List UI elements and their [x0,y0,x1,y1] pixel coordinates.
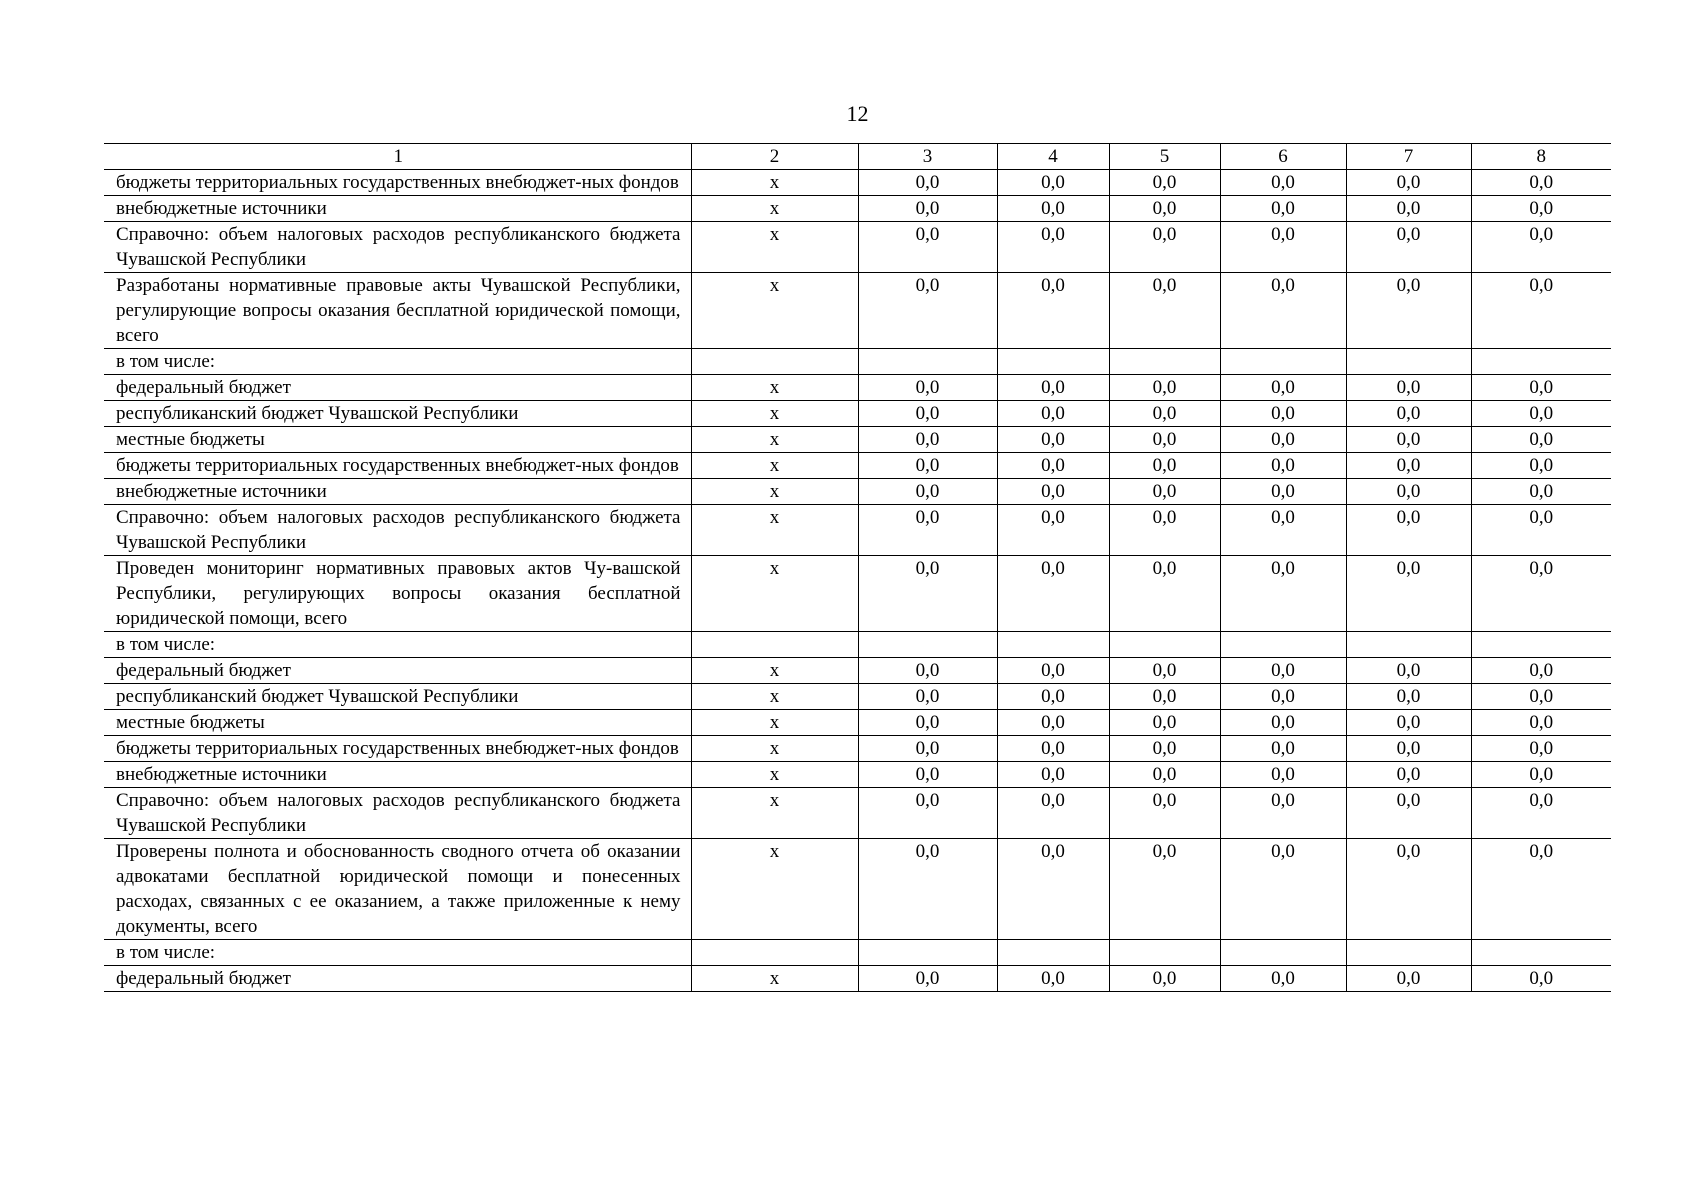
row-code-cell: x [691,788,858,839]
table-row [104,839,1611,940]
row-label: в том числе: [104,349,691,375]
row-value-cell: 0,0 [997,401,1109,427]
row-value-cell: 0,0 [997,375,1109,401]
row-value-cell: 0,0 [1471,273,1611,349]
row-value-cell: 0,0 [858,222,997,273]
row-code-cell: x [691,273,858,349]
column-number: 3 [858,144,997,170]
row-value-cell: 0,0 [858,556,997,632]
row-value-cell: 0,0 [997,762,1109,788]
column-number: 8 [1471,144,1611,170]
row-label: внебюджетные источники [104,762,691,788]
row-label: Справочно: объем налоговых расходов республиканского бюджета Чувашской Республики [104,222,691,273]
budget-table [104,143,1611,992]
table-row [104,556,1611,632]
row-code-cell: x [691,222,858,273]
row-value-cell: 0,0 [1346,684,1471,710]
row-value-cell: 0,0 [1220,273,1346,349]
row-value-cell: 0,0 [1346,966,1471,992]
row-value-cell: 0,0 [1109,401,1220,427]
row-value-cell: 0,0 [1220,222,1346,273]
row-value-cell [1109,349,1220,375]
row-value-cell: 0,0 [1220,710,1346,736]
row-code-cell: x [691,375,858,401]
row-value-cell: 0,0 [858,170,997,196]
row-value-cell: 0,0 [1109,196,1220,222]
row-value-cell: 0,0 [997,966,1109,992]
row-value-cell: 0,0 [858,684,997,710]
row-value-cell [1220,349,1346,375]
row-value-cell [997,632,1109,658]
row-label: в том числе: [104,632,691,658]
row-code-cell: x [691,453,858,479]
row-value-cell [858,632,997,658]
row-value-cell: 0,0 [1346,658,1471,684]
row-value-cell: 0,0 [858,505,997,556]
row-label: в том числе: [104,940,691,966]
row-value-cell [1109,632,1220,658]
row-value-cell: 0,0 [1471,762,1611,788]
row-value-cell: 0,0 [1346,788,1471,839]
row-value-cell [1471,940,1611,966]
row-value-cell: 0,0 [1471,736,1611,762]
row-value-cell: 0,0 [858,966,997,992]
row-value-cell: 0,0 [858,710,997,736]
table-row [104,401,1611,427]
row-value-cell: 0,0 [997,427,1109,453]
row-value-cell [1471,349,1611,375]
table-row [104,632,1611,658]
row-label: Проверены полнота и обоснованность сводного отчета об оказании адвокатами бесплатной юридической помощи и понесенных расходах, связанных с ее оказанием, а также приложенные к нему документы, всего [104,839,691,940]
row-value-cell: 0,0 [1346,453,1471,479]
budget-table-body [104,144,1611,992]
row-value-cell: 0,0 [1220,839,1346,940]
row-value-cell [858,349,997,375]
row-value-cell: 0,0 [1220,556,1346,632]
row-label: Проведен мониторинг нормативных правовых актов Чу-вашской Республики, регулирующих вопросы оказания бесплатной юридической помощи, всего [104,556,691,632]
row-value-cell [858,940,997,966]
column-number: 6 [1220,144,1346,170]
row-value-cell: 0,0 [1109,966,1220,992]
table-row [104,427,1611,453]
table-row [104,658,1611,684]
row-value-cell: 0,0 [1471,170,1611,196]
row-code-cell: x [691,839,858,940]
row-value-cell: 0,0 [1471,222,1611,273]
row-value-cell: 0,0 [1220,658,1346,684]
row-value-cell: 0,0 [1346,710,1471,736]
row-value-cell: 0,0 [1220,684,1346,710]
row-value-cell: 0,0 [1220,736,1346,762]
row-value-cell: 0,0 [997,196,1109,222]
row-value-cell: 0,0 [1346,762,1471,788]
row-value-cell: 0,0 [1109,375,1220,401]
page-number: 12 [846,101,869,126]
row-value-cell [1471,632,1611,658]
row-label: Справочно: объем налоговых расходов республиканского бюджета Чувашской Республики [104,505,691,556]
table-row [104,736,1611,762]
row-value-cell [997,940,1109,966]
row-label: бюджеты территориальных государственных внебюджет-ных фондов [104,736,691,762]
row-value-cell: 0,0 [1471,710,1611,736]
row-value-cell: 0,0 [997,839,1109,940]
row-value-cell: 0,0 [1109,684,1220,710]
column-number: 1 [104,144,691,170]
table-row [104,349,1611,375]
row-value-cell: 0,0 [1220,453,1346,479]
row-value-cell: 0,0 [1346,839,1471,940]
table-row [104,273,1611,349]
row-code-cell [691,349,858,375]
row-value-cell: 0,0 [1109,427,1220,453]
row-code-cell: x [691,710,858,736]
row-value-cell: 0,0 [1220,788,1346,839]
row-value-cell: 0,0 [1109,762,1220,788]
row-value-cell: 0,0 [1346,736,1471,762]
row-value-cell: 0,0 [858,736,997,762]
row-value-cell: 0,0 [858,762,997,788]
row-value-cell: 0,0 [1471,453,1611,479]
column-number: 7 [1346,144,1471,170]
row-value-cell: 0,0 [1220,966,1346,992]
row-value-cell: 0,0 [1109,788,1220,839]
row-value-cell: 0,0 [1220,196,1346,222]
row-value-cell: 0,0 [1220,762,1346,788]
row-value-cell: 0,0 [858,401,997,427]
row-label: местные бюджеты [104,427,691,453]
row-label: внебюджетные источники [104,196,691,222]
row-label: федеральный бюджет [104,966,691,992]
row-value-cell: 0,0 [1220,427,1346,453]
row-value-cell: 0,0 [997,556,1109,632]
row-value-cell: 0,0 [997,658,1109,684]
row-value-cell: 0,0 [1471,196,1611,222]
row-code-cell: x [691,736,858,762]
row-value-cell: 0,0 [1346,273,1471,349]
column-number: 2 [691,144,858,170]
row-value-cell: 0,0 [1109,839,1220,940]
row-value-cell: 0,0 [858,273,997,349]
row-value-cell: 0,0 [1471,556,1611,632]
row-code-cell: x [691,762,858,788]
row-value-cell: 0,0 [1471,684,1611,710]
row-value-cell: 0,0 [1346,375,1471,401]
row-value-cell: 0,0 [1109,273,1220,349]
row-value-cell [1109,940,1220,966]
row-code-cell: x [691,505,858,556]
row-value-cell: 0,0 [1471,966,1611,992]
row-value-cell: 0,0 [858,479,997,505]
row-value-cell [1346,940,1471,966]
row-value-cell: 0,0 [1109,222,1220,273]
table-row [104,788,1611,839]
table-row [104,684,1611,710]
row-label: федеральный бюджет [104,658,691,684]
row-value-cell: 0,0 [997,788,1109,839]
row-label: федеральный бюджет [104,375,691,401]
row-value-cell: 0,0 [1346,401,1471,427]
row-value-cell: 0,0 [1109,710,1220,736]
row-value-cell: 0,0 [997,505,1109,556]
row-code-cell [691,940,858,966]
row-code-cell: x [691,401,858,427]
row-value-cell: 0,0 [997,222,1109,273]
row-label: местные бюджеты [104,710,691,736]
row-value-cell: 0,0 [1471,427,1611,453]
table-row [104,505,1611,556]
row-value-cell: 0,0 [1471,839,1611,940]
row-value-cell: 0,0 [1471,505,1611,556]
row-code-cell: x [691,966,858,992]
row-label: Справочно: объем налоговых расходов республиканского бюджета Чувашской Республики [104,788,691,839]
row-value-cell [997,349,1109,375]
row-label: республиканский бюджет Чувашской Республики [104,401,691,427]
row-value-cell: 0,0 [1109,479,1220,505]
row-value-cell: 0,0 [1346,222,1471,273]
row-value-cell: 0,0 [1109,170,1220,196]
row-value-cell: 0,0 [1346,505,1471,556]
row-label: республиканский бюджет Чувашской Республики [104,684,691,710]
table-row [104,222,1611,273]
row-value-cell: 0,0 [1109,556,1220,632]
row-value-cell: 0,0 [858,375,997,401]
row-value-cell: 0,0 [1471,788,1611,839]
row-value-cell: 0,0 [858,658,997,684]
table-row [104,375,1611,401]
row-value-cell: 0,0 [1109,453,1220,479]
row-value-cell: 0,0 [1109,736,1220,762]
table-row [104,710,1611,736]
row-value-cell: 0,0 [1346,479,1471,505]
row-code-cell [691,632,858,658]
row-value-cell: 0,0 [1346,556,1471,632]
column-number-row [104,144,1611,170]
row-value-cell: 0,0 [1346,170,1471,196]
row-value-cell: 0,0 [1220,375,1346,401]
column-number: 4 [997,144,1109,170]
row-value-cell: 0,0 [1220,170,1346,196]
column-number: 5 [1109,144,1220,170]
row-label: внебюджетные источники [104,479,691,505]
table-row [104,453,1611,479]
row-value-cell: 0,0 [1220,479,1346,505]
row-value-cell: 0,0 [997,273,1109,349]
row-value-cell: 0,0 [997,453,1109,479]
row-value-cell: 0,0 [858,427,997,453]
row-value-cell: 0,0 [997,479,1109,505]
row-value-cell: 0,0 [858,453,997,479]
row-label: бюджеты территориальных государственных внебюджет-ных фондов [104,170,691,196]
row-code-cell: x [691,658,858,684]
row-code-cell: x [691,170,858,196]
row-value-cell: 0,0 [858,196,997,222]
row-value-cell: 0,0 [858,788,997,839]
row-value-cell [1220,940,1346,966]
row-value-cell: 0,0 [997,170,1109,196]
row-value-cell: 0,0 [1346,427,1471,453]
row-value-cell: 0,0 [1220,401,1346,427]
row-value-cell: 0,0 [1220,505,1346,556]
row-code-cell: x [691,556,858,632]
row-value-cell: 0,0 [1471,479,1611,505]
table-row [104,762,1611,788]
row-label: Разработаны нормативные правовые акты Чувашской Республики, регулирующие вопросы оказания бесплатной юридической помощи, всего [104,273,691,349]
row-value-cell [1346,632,1471,658]
row-value-cell: 0,0 [997,710,1109,736]
row-label: бюджеты территориальных государственных внебюджет-ных фондов [104,453,691,479]
row-code-cell: x [691,479,858,505]
row-code-cell: x [691,427,858,453]
row-value-cell: 0,0 [997,736,1109,762]
table-row [104,940,1611,966]
table-row [104,170,1611,196]
row-value-cell [1220,632,1346,658]
row-value-cell: 0,0 [1346,196,1471,222]
row-value-cell: 0,0 [1109,658,1220,684]
row-value-cell: 0,0 [858,839,997,940]
row-value-cell: 0,0 [1471,375,1611,401]
row-value-cell: 0,0 [997,684,1109,710]
row-value-cell: 0,0 [1471,401,1611,427]
row-value-cell: 0,0 [1109,505,1220,556]
table-row [104,196,1611,222]
row-code-cell: x [691,196,858,222]
row-value-cell [1346,349,1471,375]
table-row [104,479,1611,505]
row-value-cell: 0,0 [1471,658,1611,684]
table-row [104,966,1611,992]
row-code-cell: x [691,684,858,710]
